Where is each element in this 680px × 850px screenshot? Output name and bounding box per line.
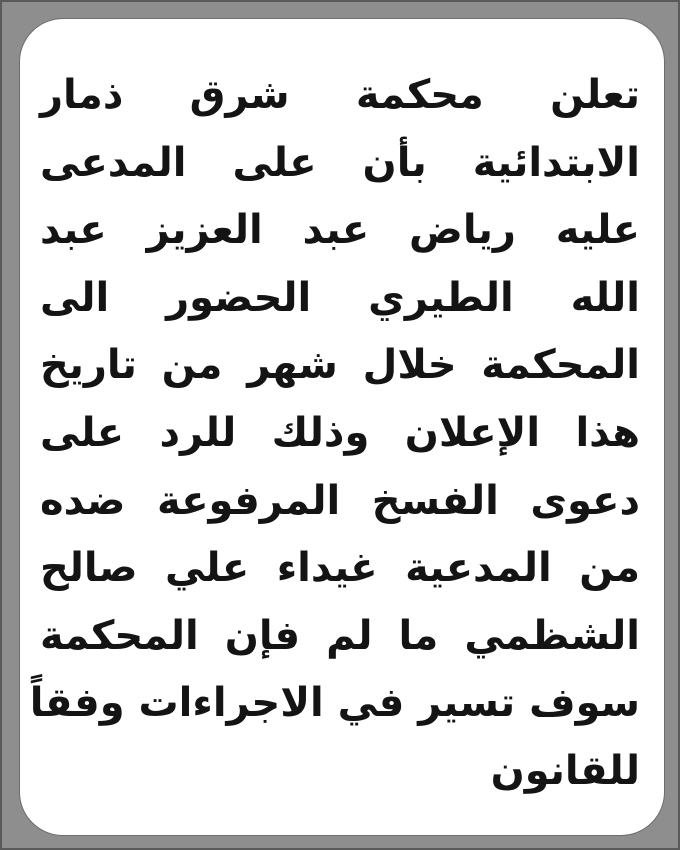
notice-line-10: سوف تسير في الاجراءات وفقاً (29, 680, 640, 727)
notice-line-9: الشظمي ما لم فإن المحكمة (40, 612, 640, 659)
notice-line-11: للقانون (490, 747, 640, 794)
notice-line-3: عليه رياض عبد العزيز عبد (40, 207, 640, 254)
notice-line-4: الله الطيري الحضور الى (40, 274, 640, 321)
notice-line-1: تعلن محكمة شرق ذمار (40, 72, 640, 118)
notice-line-6: هذا الإعلان وذلك للرد على (40, 409, 640, 456)
notice-line-8: من المدعية غيداء علي صالح (40, 545, 640, 592)
court-notice (29, 62, 640, 806)
notice-line-2: الابتدائية بأن على المدعى (40, 139, 640, 186)
notice-line-7: دعوى الفسخ المرفوعة ضده (40, 477, 640, 524)
notice-line-5: المحكمة خلال شهر من تاريخ (40, 342, 640, 389)
